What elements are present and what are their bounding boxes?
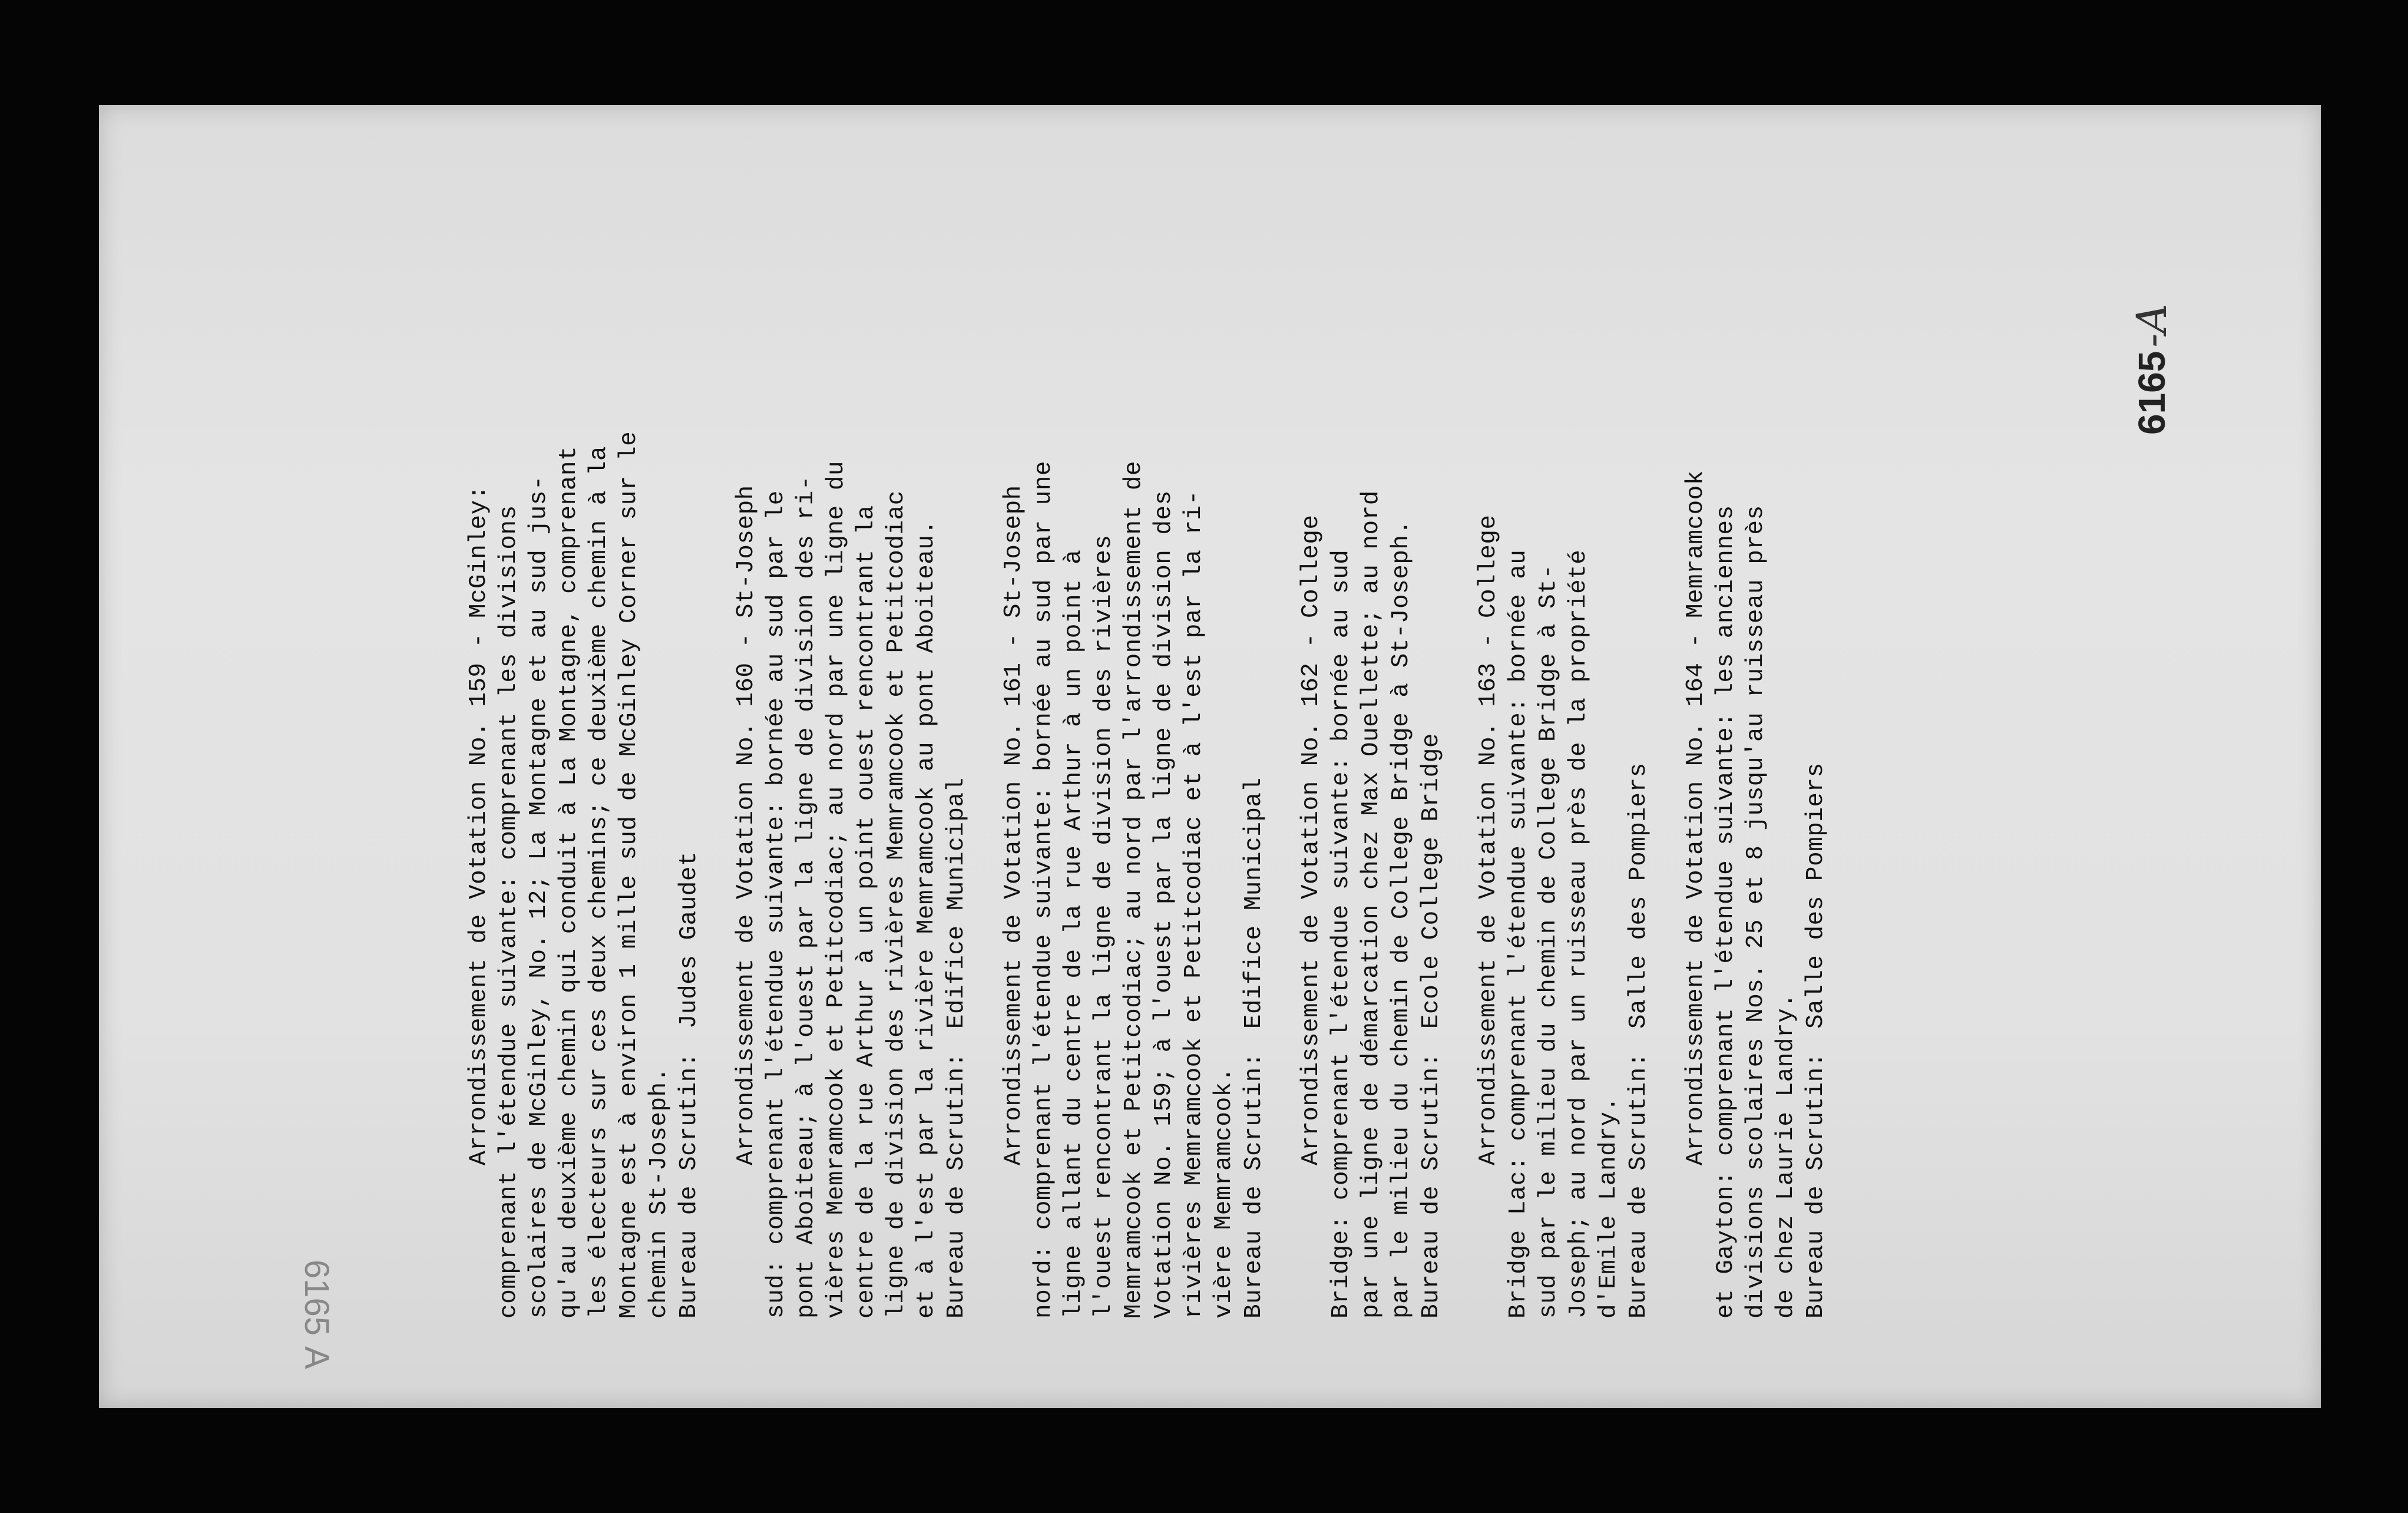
section-line: Montagne est à environ 1 mille sud de McGinley Corner sur le bbox=[616, 431, 643, 1319]
polling-station bbox=[942, 187, 972, 1319]
polling-station bbox=[1624, 187, 1654, 1319]
voting-district-160 bbox=[732, 187, 972, 1319]
section-line: de chez Laurie Landry. bbox=[1772, 993, 1800, 1319]
polling-station-value: Salle des Pompiers bbox=[1625, 762, 1652, 1029]
section-line: Joseph; au nord par un ruisseau près de la propriété bbox=[1565, 549, 1592, 1319]
section-line: les électeurs sur ces deux chemins; ce deuxième chemin à la bbox=[586, 445, 613, 1319]
section-line: ligne allant du centre de la rue Arthur à un point à bbox=[1060, 549, 1087, 1319]
section-line: et à l'est par la rivière Memramcook au pont Aboiteau. bbox=[913, 520, 940, 1319]
section-line: chemin St-Joseph. bbox=[646, 1067, 673, 1319]
voting-district-161 bbox=[999, 187, 1269, 1319]
section-line: l'ouest rencontrant la ligne de division des rivières bbox=[1090, 534, 1117, 1319]
polling-station-label: Bureau de Scrutin: bbox=[1802, 1052, 1830, 1319]
section-line: vière Memramcook. bbox=[1210, 1067, 1238, 1319]
section-line: Arrondissement de Votation No. 162 - College bbox=[1298, 514, 1325, 1165]
document-page bbox=[99, 105, 2321, 1408]
page-number-bottom: 6165 bbox=[297, 1260, 336, 1336]
section-line: centre de la rue Arthur à un point ouest rencontrant la bbox=[853, 505, 880, 1319]
voting-district-163 bbox=[1474, 187, 1654, 1319]
section-line: comprenant l'étendue suivante: comprenant les divisions bbox=[495, 505, 522, 1319]
polling-station-value: Salle des Pompiers bbox=[1802, 762, 1830, 1029]
polling-station-value: Judes Gaudet bbox=[676, 851, 703, 1029]
voting-district-159 bbox=[464, 187, 704, 1319]
section-line: par le milieu du chemin de College Bridge à St-Joseph. bbox=[1388, 520, 1415, 1319]
voting-district-164 bbox=[1681, 187, 1831, 1319]
polling-station-label: Bureau de Scrutin: bbox=[1241, 1052, 1268, 1319]
polling-station-label: Bureau de Scrutin: bbox=[1418, 1052, 1445, 1319]
section-line: Memramcook et Petitcodiac; au nord par l'arrondissement de bbox=[1120, 460, 1147, 1319]
section-line: sud par le milieu du chemin de College Bridge à St- bbox=[1535, 564, 1562, 1319]
polling-station bbox=[1801, 187, 1831, 1319]
section-line: sud: comprenant l'étendue suivante: bornée au sud par le bbox=[763, 490, 790, 1319]
section-line: pont Aboiteau; à l'ouest par la ligne de division des ri- bbox=[793, 475, 820, 1319]
page-number-top-suffix: -A bbox=[2128, 303, 2176, 348]
section-line: Bridge: comprenant l'étendue suivante: bornée au sud bbox=[1328, 549, 1355, 1319]
section-line: rivières Memramcook et Petitcodiac et à l'est par la ri- bbox=[1180, 490, 1208, 1319]
page-number-stamp-top bbox=[2119, 258, 2184, 435]
polling-station-label: Bureau de Scrutin: bbox=[676, 1052, 703, 1319]
section-line: Arrondissement de Votation No. 161 - St-Joseph bbox=[1000, 485, 1027, 1165]
section-line: qu'au deuxième chemin qui conduit à La Montagne, comprenant bbox=[555, 445, 583, 1319]
page-number-top: 6165 bbox=[2131, 351, 2173, 435]
section-line: d'Emile Landry. bbox=[1595, 1096, 1622, 1319]
section-line: nord: comprenant l'étendue suivante: bornée au sud par une bbox=[1030, 460, 1057, 1319]
document-body bbox=[464, 187, 2025, 1319]
voting-district-162 bbox=[1296, 187, 1447, 1319]
page-number-stamp-bottom bbox=[287, 1260, 346, 1408]
section-line: et Gayton: comprenant l'étendue suivante: les anciennes bbox=[1712, 505, 1739, 1319]
section-line: Arrondissement de Votation No. 160 - St-Joseph bbox=[733, 485, 760, 1165]
section-line: Arrondissement de Votation No. 163 - College bbox=[1475, 514, 1502, 1165]
section-line: Votation No. 159; à l'ouest par la ligne de division des bbox=[1150, 490, 1177, 1319]
polling-station-label: Bureau de Scrutin: bbox=[943, 1052, 970, 1319]
section-line: divisions scolaires Nos. 25 et 8 jusqu'au ruisseau près bbox=[1742, 505, 1769, 1319]
polling-station-value: Edifice Municipal bbox=[943, 777, 970, 1029]
polling-station bbox=[1417, 187, 1447, 1319]
section-line: Bridge Lac: comprenant l'étendue suivante: bornée au bbox=[1505, 549, 1532, 1319]
polling-station-label: Bureau de Scrutin: bbox=[1625, 1052, 1652, 1319]
polling-station bbox=[674, 187, 704, 1319]
polling-station-value: Ecole College Bridge bbox=[1418, 733, 1445, 1029]
section-line: ligne de division des rivières Memramcook et Petitcodiac bbox=[883, 490, 910, 1319]
section-line: Arrondissement de Votation No. 159 - McGinley: bbox=[465, 485, 492, 1165]
section-line: vières Memramcook et Petitcodiac; au nord par une ligne du bbox=[823, 460, 850, 1319]
section-line: par une ligne de démarcation chez Max Ouellette; au nord bbox=[1358, 490, 1385, 1319]
polling-station-value: Edifice Municipal bbox=[1241, 777, 1268, 1029]
section-line: scolaires de McGinley, No. 12; La Montagne et au sud jus- bbox=[525, 475, 553, 1319]
section-line: Arrondissement de Votation No. 164 - Memramcook bbox=[1682, 470, 1709, 1165]
polling-station bbox=[1239, 187, 1269, 1319]
page-number-bottom-suffix: A bbox=[297, 1346, 336, 1369]
